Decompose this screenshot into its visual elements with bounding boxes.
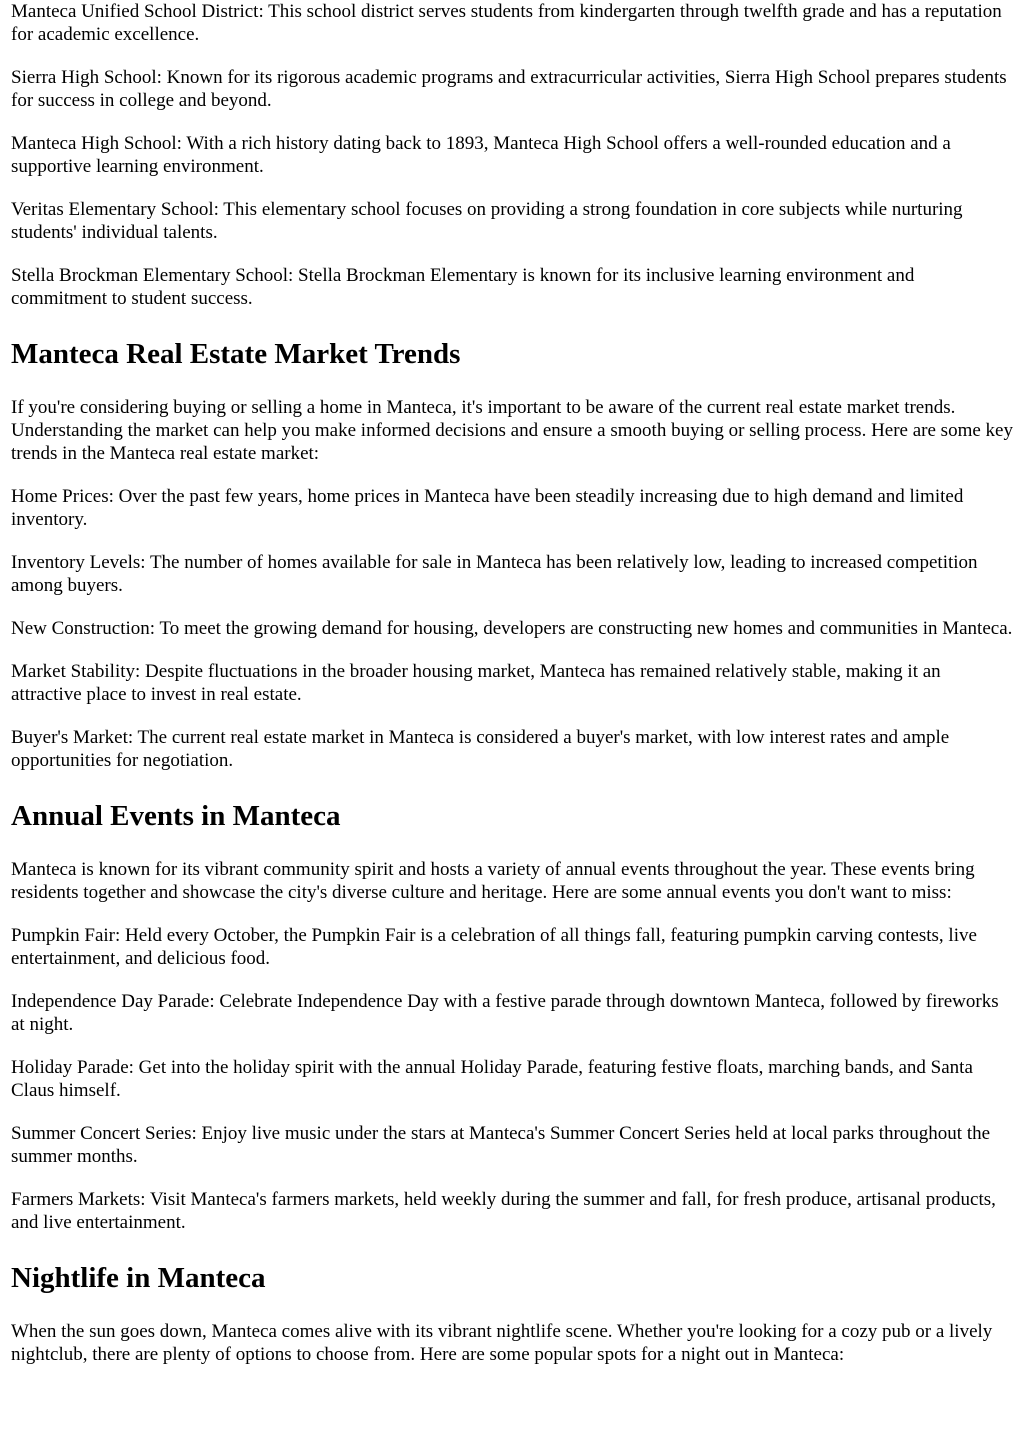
events-intro: Manteca is known for its vibrant community spirit and hosts a variety of annual events throughout the year. These events bring residents together and showcase the city's diverse culture and heritage. Here are some annual events you don't want to miss: bbox=[11, 859, 975, 903]
real-estate-heading: Manteca Real Estate Market Trends bbox=[11, 338, 461, 370]
event-item: Independence Day Parade: Celebrate Independence Day with a festive parade through downtown Manteca, followed by fireworks at night. bbox=[11, 991, 999, 1035]
event-item: Summer Concert Series: Enjoy live music under the stars at Manteca's Summer Concert Series held at local parks throughout the summer months. bbox=[11, 1123, 991, 1167]
school-item: Sierra High School: Known for its rigorous academic programs and extracurricular activities, Sierra High School prepares students for success in college and beyond. bbox=[11, 67, 1007, 111]
school-item: Manteca High School: With a rich history dating back to 1893, Manteca High School offers a well-rounded education and a supportive learning environment. bbox=[11, 133, 951, 177]
schools-section bbox=[11, 0, 1013, 310]
school-item: Veritas Elementary School: This elementary school focuses on providing a strong foundation in core subjects while nurturing students' individual talents. bbox=[11, 199, 963, 243]
event-item: Farmers Markets: Visit Manteca's farmers markets, held weekly during the summer and fall, for fresh produce, artisanal products, and live entertainment. bbox=[11, 1189, 996, 1233]
real-estate-section bbox=[11, 337, 1013, 772]
event-item: Holiday Parade: Get into the holiday spirit with the annual Holiday Parade, featuring festive floats, marching bands, and Santa Claus himself. bbox=[11, 1057, 973, 1101]
real-estate-intro: If you're considering buying or selling a home in Manteca, it's important to be aware of the current real estate market trends. Understanding the market can help you make informed decisions and ensure a smooth buying or selling process. Here are some key trends in the Manteca real estate market: bbox=[11, 397, 1013, 464]
school-item: Stella Brockman Elementary School: Stella Brockman Elementary is known for its inclusive learning environment and commitment to student success. bbox=[11, 265, 915, 309]
nightlife-intro: When the sun goes down, Manteca comes alive with its vibrant nightlife scene. Whether you're looking for a cozy pub or a lively nightclub, there are plenty of options to choose from. Here are some popular spots for a night out in Manteca: bbox=[11, 1321, 993, 1365]
nightlife-section bbox=[11, 1261, 1013, 1366]
school-item: Manteca Unified School District: This school district serves students from kindergarten through twelfth grade and has a reputation for academic excellence. bbox=[11, 1, 1002, 45]
real-estate-item: Inventory Levels: The number of homes available for sale in Manteca has been relatively low, leading to increased competition among buyers. bbox=[11, 552, 978, 596]
real-estate-item: Market Stability: Despite fluctuations in the broader housing market, Manteca has remained relatively stable, making it an attractive place to invest in real estate. bbox=[11, 661, 941, 705]
nightlife-heading: Nightlife in Manteca bbox=[11, 1262, 266, 1294]
events-section bbox=[11, 799, 1013, 1234]
real-estate-item: New Construction: To meet the growing demand for housing, developers are constructing new homes and communities in Manteca. bbox=[11, 618, 1013, 639]
real-estate-item: Buyer's Market: The current real estate market in Manteca is considered a buyer's market, with low interest rates and ample opportunities for negotiation. bbox=[11, 727, 950, 771]
events-heading: Annual Events in Manteca bbox=[11, 800, 341, 832]
real-estate-item: Home Prices: Over the past few years, home prices in Manteca have been steadily increasing due to high demand and limited inventory. bbox=[11, 486, 964, 530]
event-item: Pumpkin Fair: Held every October, the Pumpkin Fair is a celebration of all things fall, featuring pumpkin carving contests, live entertainment, and delicious food. bbox=[11, 925, 977, 969]
